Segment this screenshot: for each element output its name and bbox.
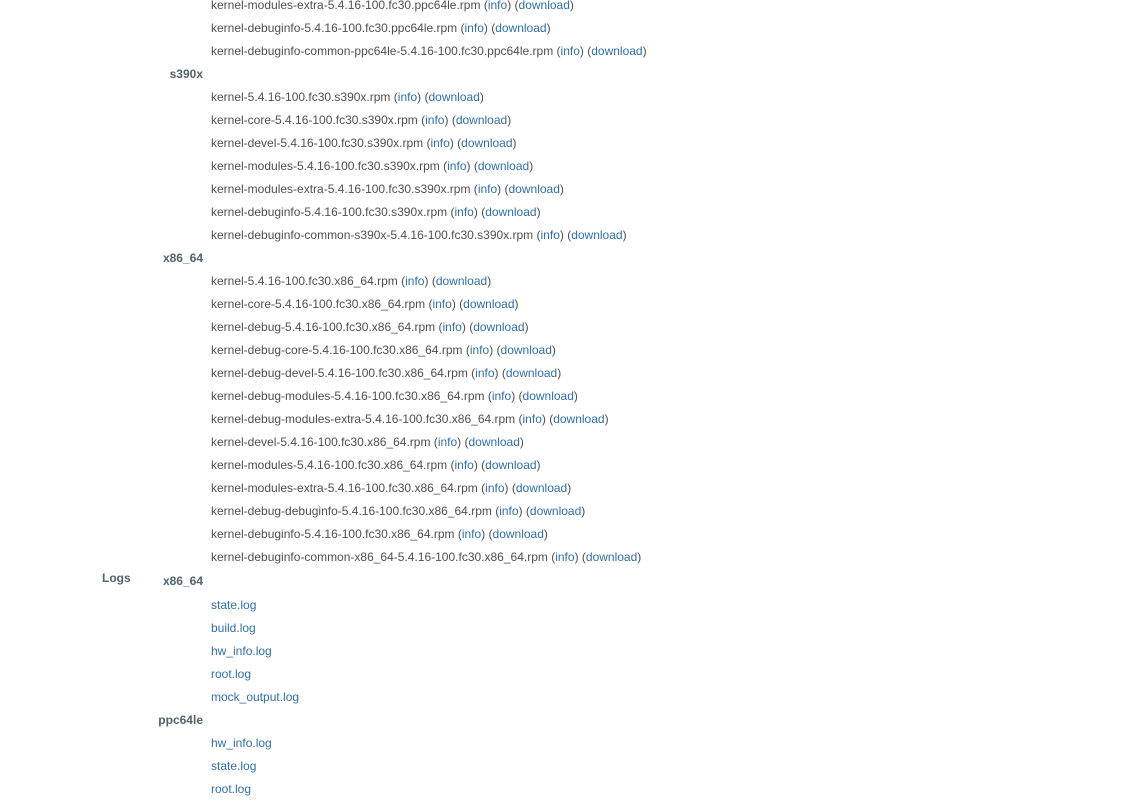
rpm-filename: kernel-debug-core-5.4.16-100.fc30.x86_64.rpm	[211, 343, 463, 357]
info-link[interactable]: info	[461, 527, 482, 541]
rpm-row: kernel-debuginfo-common-ppc64le-5.4.16-100.fc30.ppc64le.rpm (info) (download)	[211, 44, 647, 58]
download-link[interactable]: download	[477, 159, 530, 173]
log-link[interactable]: mock_output.log	[211, 690, 300, 704]
info-link[interactable]: info	[447, 159, 467, 173]
download-link[interactable]: download	[529, 504, 582, 518]
rpm-filename: kernel-debug-modules-extra-5.4.16-100.fc30.x86_64.rpm	[211, 412, 516, 426]
log-row	[0, 594, 1123, 617]
info-link[interactable]: info	[477, 182, 498, 196]
rpm-row: kernel-modules-extra-5.4.16-100.fc30.s390x.rpm (info) (download)	[211, 182, 564, 196]
info-link[interactable]: info	[555, 550, 575, 564]
log-row	[0, 732, 1123, 755]
rpm-row: kernel-core-5.4.16-100.fc30.x86_64.rpm (info) (download)	[211, 297, 519, 311]
rpm-filename: kernel-modules-extra-5.4.16-100.fc30.s390x.rpm	[211, 182, 471, 196]
download-link[interactable]: download	[585, 550, 638, 564]
rpm-filename: kernel-modules-extra-5.4.16-100.fc30.ppc64le.rpm	[211, 0, 481, 12]
download-link[interactable]: download	[435, 274, 488, 288]
rpm-row: kernel-5.4.16-100.fc30.s390x.rpm (info) (download)	[211, 90, 484, 104]
download-link[interactable]: download	[468, 435, 520, 449]
log-link[interactable]: hw_info.log	[211, 644, 272, 658]
rpm-filename: kernel-debug-debuginfo-5.4.16-100.fc30.x86_64.rpm	[211, 504, 492, 518]
rpm-filename: kernel-devel-5.4.16-100.fc30.s390x.rpm	[211, 136, 424, 150]
info-link[interactable]: info	[425, 113, 445, 127]
rpm-row: kernel-core-5.4.16-100.fc30.s390x.rpm (info) (download)	[211, 113, 512, 127]
arch-label-x86_64: x86_64	[162, 251, 203, 265]
rpm-row: kernel-modules-5.4.16-100.fc30.x86_64.rpm (info) (download)	[211, 458, 541, 472]
log-arch-label-ppc64le: ppc64le	[158, 713, 203, 727]
info-link[interactable]: info	[430, 136, 450, 150]
info-link[interactable]: info	[560, 44, 580, 58]
rpm-row: kernel-debug-modules-5.4.16-100.fc30.x86_64.rpm (info) (download)	[211, 389, 578, 403]
log-link[interactable]: root.log	[211, 782, 252, 796]
info-link[interactable]: info	[464, 21, 484, 35]
rpm-filename: kernel-debuginfo-5.4.16-100.fc30.ppc64le.rpm	[211, 21, 458, 35]
rpm-filename: kernel-debug-modules-5.4.16-100.fc30.x86_64.rpm	[211, 389, 485, 403]
download-link[interactable]: download	[492, 527, 544, 541]
logs-header-row	[0, 569, 1123, 594]
arch-header-row	[0, 63, 1123, 86]
log-link[interactable]: build.log	[211, 621, 256, 635]
rpm-filename: kernel-debuginfo-5.4.16-100.fc30.s390x.rpm	[211, 205, 448, 219]
log-row	[0, 755, 1123, 778]
download-link[interactable]: download	[495, 21, 547, 35]
log-row	[0, 640, 1123, 663]
rpm-filename: kernel-modules-5.4.16-100.fc30.x86_64.rpm	[211, 458, 448, 472]
download-link[interactable]: download	[485, 458, 537, 472]
info-link[interactable]: info	[485, 481, 505, 495]
arch-header-row	[0, 247, 1123, 270]
rpm-filename: kernel-debuginfo-common-ppc64le-5.4.16-100.fc30.ppc64le.rpm	[211, 44, 554, 58]
log-link[interactable]: hw_info.log	[211, 736, 272, 750]
rpm-filename: kernel-core-5.4.16-100.fc30.s390x.rpm	[211, 113, 418, 127]
rpm-filename: kernel-debug-5.4.16-100.fc30.x86_64.rpm	[211, 320, 436, 334]
rpm-row: kernel-debug-debuginfo-5.4.16-100.fc30.x86_64.rpm (info) (download)	[211, 504, 586, 518]
rpm-row: kernel-debug-5.4.16-100.fc30.x86_64.rpm (info) (download)	[211, 320, 529, 334]
arch-header-row	[0, 709, 1123, 732]
rpm-filename: kernel-devel-5.4.16-100.fc30.x86_64.rpm	[211, 435, 431, 449]
rpm-row: kernel-modules-extra-5.4.16-100.fc30.x86_64.rpm (info) (download)	[211, 481, 572, 495]
info-link[interactable]: info	[437, 435, 458, 449]
section-label-logs: Logs	[102, 571, 131, 585]
log-link[interactable]: root.log	[211, 667, 252, 681]
info-link[interactable]: info	[454, 205, 474, 219]
info-link[interactable]: info	[499, 504, 519, 518]
rpm-row: kernel-debug-core-5.4.16-100.fc30.x86_64.rpm (info) (download)	[211, 343, 556, 357]
download-link[interactable]: download	[461, 136, 513, 150]
rpm-row: kernel-debuginfo-5.4.16-100.fc30.ppc64le.rpm (info) (download)	[211, 21, 551, 35]
rpm-filename: kernel-modules-extra-5.4.16-100.fc30.x86_64.rpm	[211, 481, 478, 495]
rpm-row: kernel-debuginfo-common-x86_64-5.4.16-100.fc30.x86_64.rpm (info) (download)	[211, 550, 642, 564]
info-link[interactable]: info	[487, 0, 508, 12]
log-link[interactable]: state.log	[211, 598, 257, 612]
info-link[interactable]: info	[397, 90, 418, 104]
info-link[interactable]: info	[405, 274, 425, 288]
download-link[interactable]: download	[485, 205, 537, 219]
info-link[interactable]: info	[442, 320, 462, 334]
rpm-filename: kernel-core-5.4.16-100.fc30.x86_64.rpm	[211, 297, 426, 311]
rpm-filename: kernel-debuginfo-5.4.16-100.fc30.x86_64.rpm	[211, 527, 455, 541]
arch-label-s390x: s390x	[169, 67, 203, 81]
log-row	[0, 617, 1123, 640]
info-link[interactable]: info	[432, 297, 452, 311]
info-link[interactable]: info	[454, 458, 474, 472]
rpm-filename: kernel-debug-devel-5.4.16-100.fc30.x86_64.rpm	[211, 366, 468, 380]
rpm-filename: kernel-debuginfo-common-x86_64-5.4.16-100.fc30.x86_64.rpm	[211, 550, 548, 564]
download-link[interactable]: download	[455, 113, 508, 127]
rpm-row: kernel-debug-modules-extra-5.4.16-100.fc30.x86_64.rpm (info) (download)	[211, 412, 609, 426]
rpm-row: kernel-modules-extra-5.4.16-100.fc30.ppc64le.rpm (info) (download)	[211, 0, 574, 12]
download-link[interactable]: download	[553, 412, 605, 426]
log-row	[0, 778, 1123, 801]
log-row	[0, 663, 1123, 686]
rpm-row: kernel-debuginfo-5.4.16-100.fc30.s390x.rpm (info) (download)	[211, 205, 541, 219]
rpm-row: kernel-debuginfo-common-s390x-5.4.16-100.fc30.s390x.rpm (info) (download)	[211, 228, 627, 242]
log-row	[0, 686, 1123, 709]
download-link[interactable]: download	[518, 0, 570, 12]
download-link[interactable]: download	[571, 228, 623, 242]
rpm-row: kernel-devel-5.4.16-100.fc30.x86_64.rpm (info) (download)	[211, 435, 524, 449]
rpm-filename: kernel-5.4.16-100.fc30.s390x.rpm	[211, 90, 391, 104]
rpm-row: kernel-devel-5.4.16-100.fc30.s390x.rpm (info) (download)	[211, 136, 517, 150]
info-link[interactable]: info	[540, 228, 560, 242]
download-link[interactable]: download	[522, 389, 574, 403]
download-link[interactable]: download	[428, 90, 480, 104]
rpm-row: kernel-5.4.16-100.fc30.x86_64.rpm (info) (download)	[211, 274, 492, 288]
rpm-row: kernel-debug-devel-5.4.16-100.fc30.x86_64.rpm (info) (download)	[211, 366, 562, 380]
rpm-filename: kernel-modules-5.4.16-100.fc30.s390x.rpm	[211, 159, 440, 173]
log-link[interactable]: state.log	[211, 759, 257, 773]
download-link[interactable]: download	[500, 343, 552, 357]
rpm-row: kernel-debuginfo-5.4.16-100.fc30.x86_64.rpm (info) (download)	[211, 527, 548, 541]
info-link[interactable]: info	[491, 389, 512, 403]
download-link[interactable]: download	[505, 366, 558, 380]
info-link[interactable]: info	[522, 412, 542, 426]
rpm-filename: kernel-debuginfo-common-s390x-5.4.16-100.fc30.s390x.rpm	[211, 228, 534, 242]
log-arch-label-x86_64: x86_64	[162, 574, 203, 588]
download-link[interactable]: download	[591, 44, 643, 58]
rpm-filename: kernel-5.4.16-100.fc30.x86_64.rpm	[211, 274, 398, 288]
download-link[interactable]: download	[515, 481, 568, 495]
download-link[interactable]: download	[463, 297, 515, 311]
rpm-row: kernel-modules-5.4.16-100.fc30.s390x.rpm (info) (download)	[211, 159, 534, 173]
info-link[interactable]: info	[469, 343, 490, 357]
info-link[interactable]: info	[475, 366, 495, 380]
download-link[interactable]: download	[508, 182, 560, 196]
download-link[interactable]: download	[473, 320, 525, 334]
